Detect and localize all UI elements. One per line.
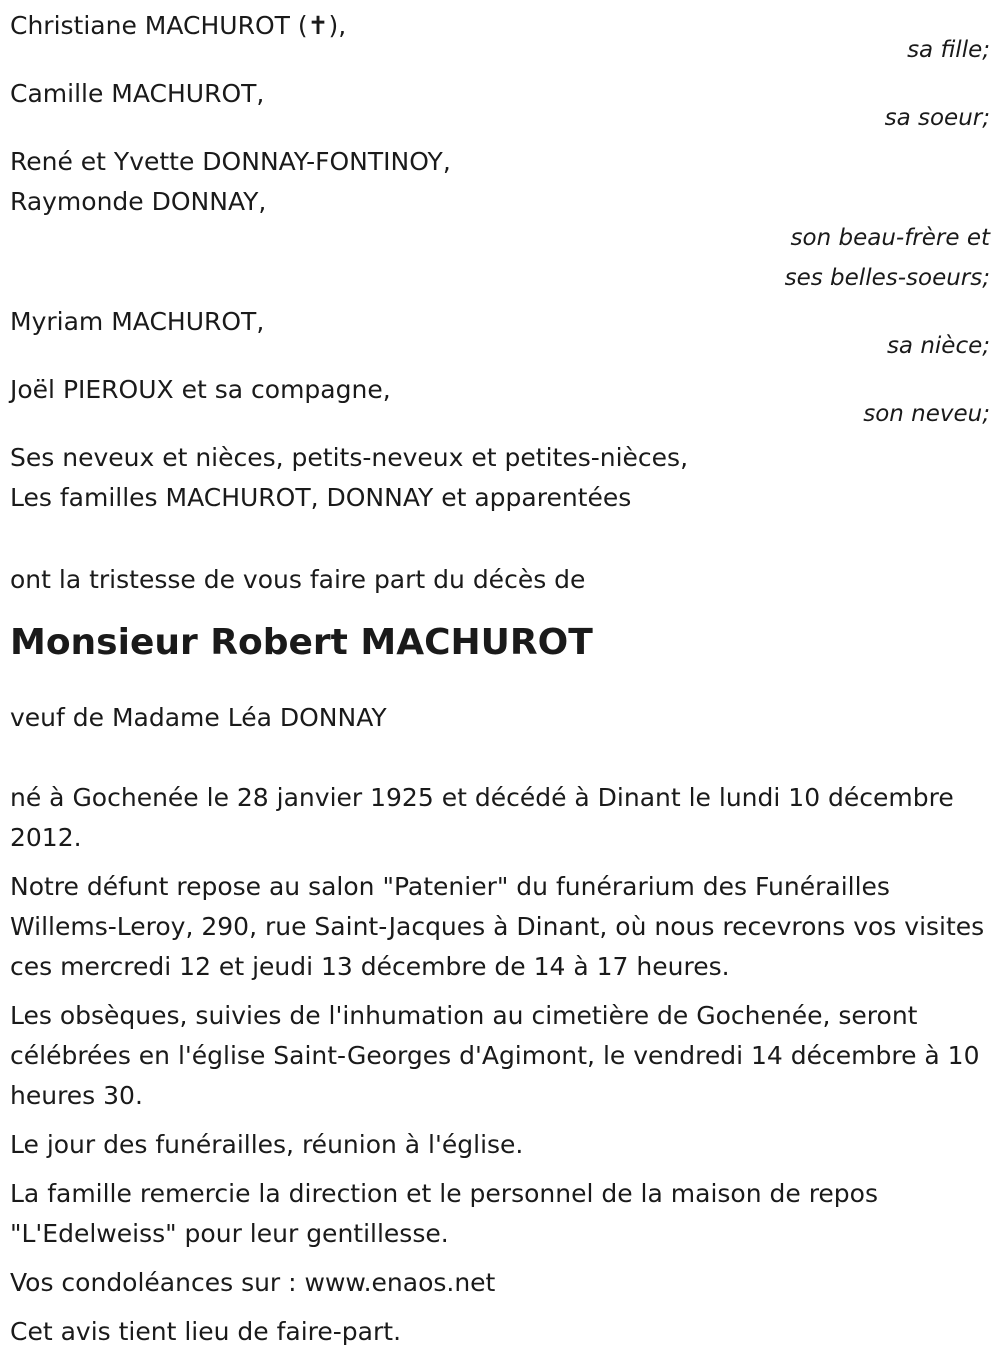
- family-role: sa nièce;: [886, 333, 990, 359]
- family-role: ses belles-soeurs;: [784, 265, 990, 291]
- family-name-line: René et Yvette DONNAY-FONTINOY,: [10, 147, 451, 176]
- family-role: sa soeur;: [884, 105, 990, 131]
- family-group-niece: [10, 302, 990, 366]
- family-name-line: Christiane MACHUROT (✝),: [10, 11, 347, 40]
- family-name-line: Camille MACHUROT,: [10, 79, 265, 108]
- family-group-daughter: [10, 6, 990, 70]
- meeting-paragraph: Le jour des funérailles, réunion à l'église.: [10, 1130, 524, 1159]
- thanks-paragraph: La famille remercie la direction et le personnel de la maison de repos "L'Edelweiss" pour leur gentillesse.: [10, 1179, 878, 1248]
- widower-of: veuf de Madame Léa DONNAY: [10, 703, 387, 732]
- closing-paragraph: Cet avis tient lieu de faire-part.: [10, 1317, 402, 1346]
- family-group-nephew: [10, 370, 990, 434]
- family-group-in-laws: [10, 142, 990, 298]
- family-role: sa fille;: [907, 37, 990, 63]
- extended-family-line: Ses neveux et nièces, petits-neveux et petites-nièces,: [10, 443, 689, 472]
- condolences-paragraph: Vos condoléances sur : www.enaos.net: [10, 1268, 496, 1297]
- announcement-text: ont la tristesse de vous faire part du décès de: [10, 565, 586, 594]
- family-name-line: Joël PIEROUX et sa compagne,: [10, 375, 391, 404]
- family-role: son beau-frère et: [790, 225, 990, 251]
- birth-death-paragraph: né à Gochenée le 28 janvier 1925 et décédé à Dinant le lundi 10 décembre 2012.: [10, 783, 954, 852]
- extended-family-line: Les familles MACHUROT, DONNAY et apparentées: [10, 483, 632, 512]
- family-name-line: Raymonde DONNAY,: [10, 187, 267, 216]
- deceased-name: Monsieur Robert MACHUROT: [10, 622, 593, 663]
- funeral-paragraph: Les obsèques, suivies de l'inhumation au cimetière de Gochenée, seront célébrées en l'église Saint-Georges d'Agimont, le vendredi 14 décembre à 10 heures 30.: [10, 1001, 980, 1110]
- viewing-paragraph: Notre défunt repose au salon "Patenier" du funérarium des Funérailles Willems-Leroy, 290, rue Saint-Jacques à Dinant, où nous recevrons vos visites ces mercredi 12 et jeudi 13 décembre de 14 à 17 heures.: [10, 872, 985, 981]
- family-name-line: Myriam MACHUROT,: [10, 307, 265, 336]
- obituary-notice: [10, 6, 990, 1361]
- family-group-sister: [10, 74, 990, 138]
- extended-family: [10, 438, 990, 518]
- family-role: son neveu;: [863, 401, 990, 427]
